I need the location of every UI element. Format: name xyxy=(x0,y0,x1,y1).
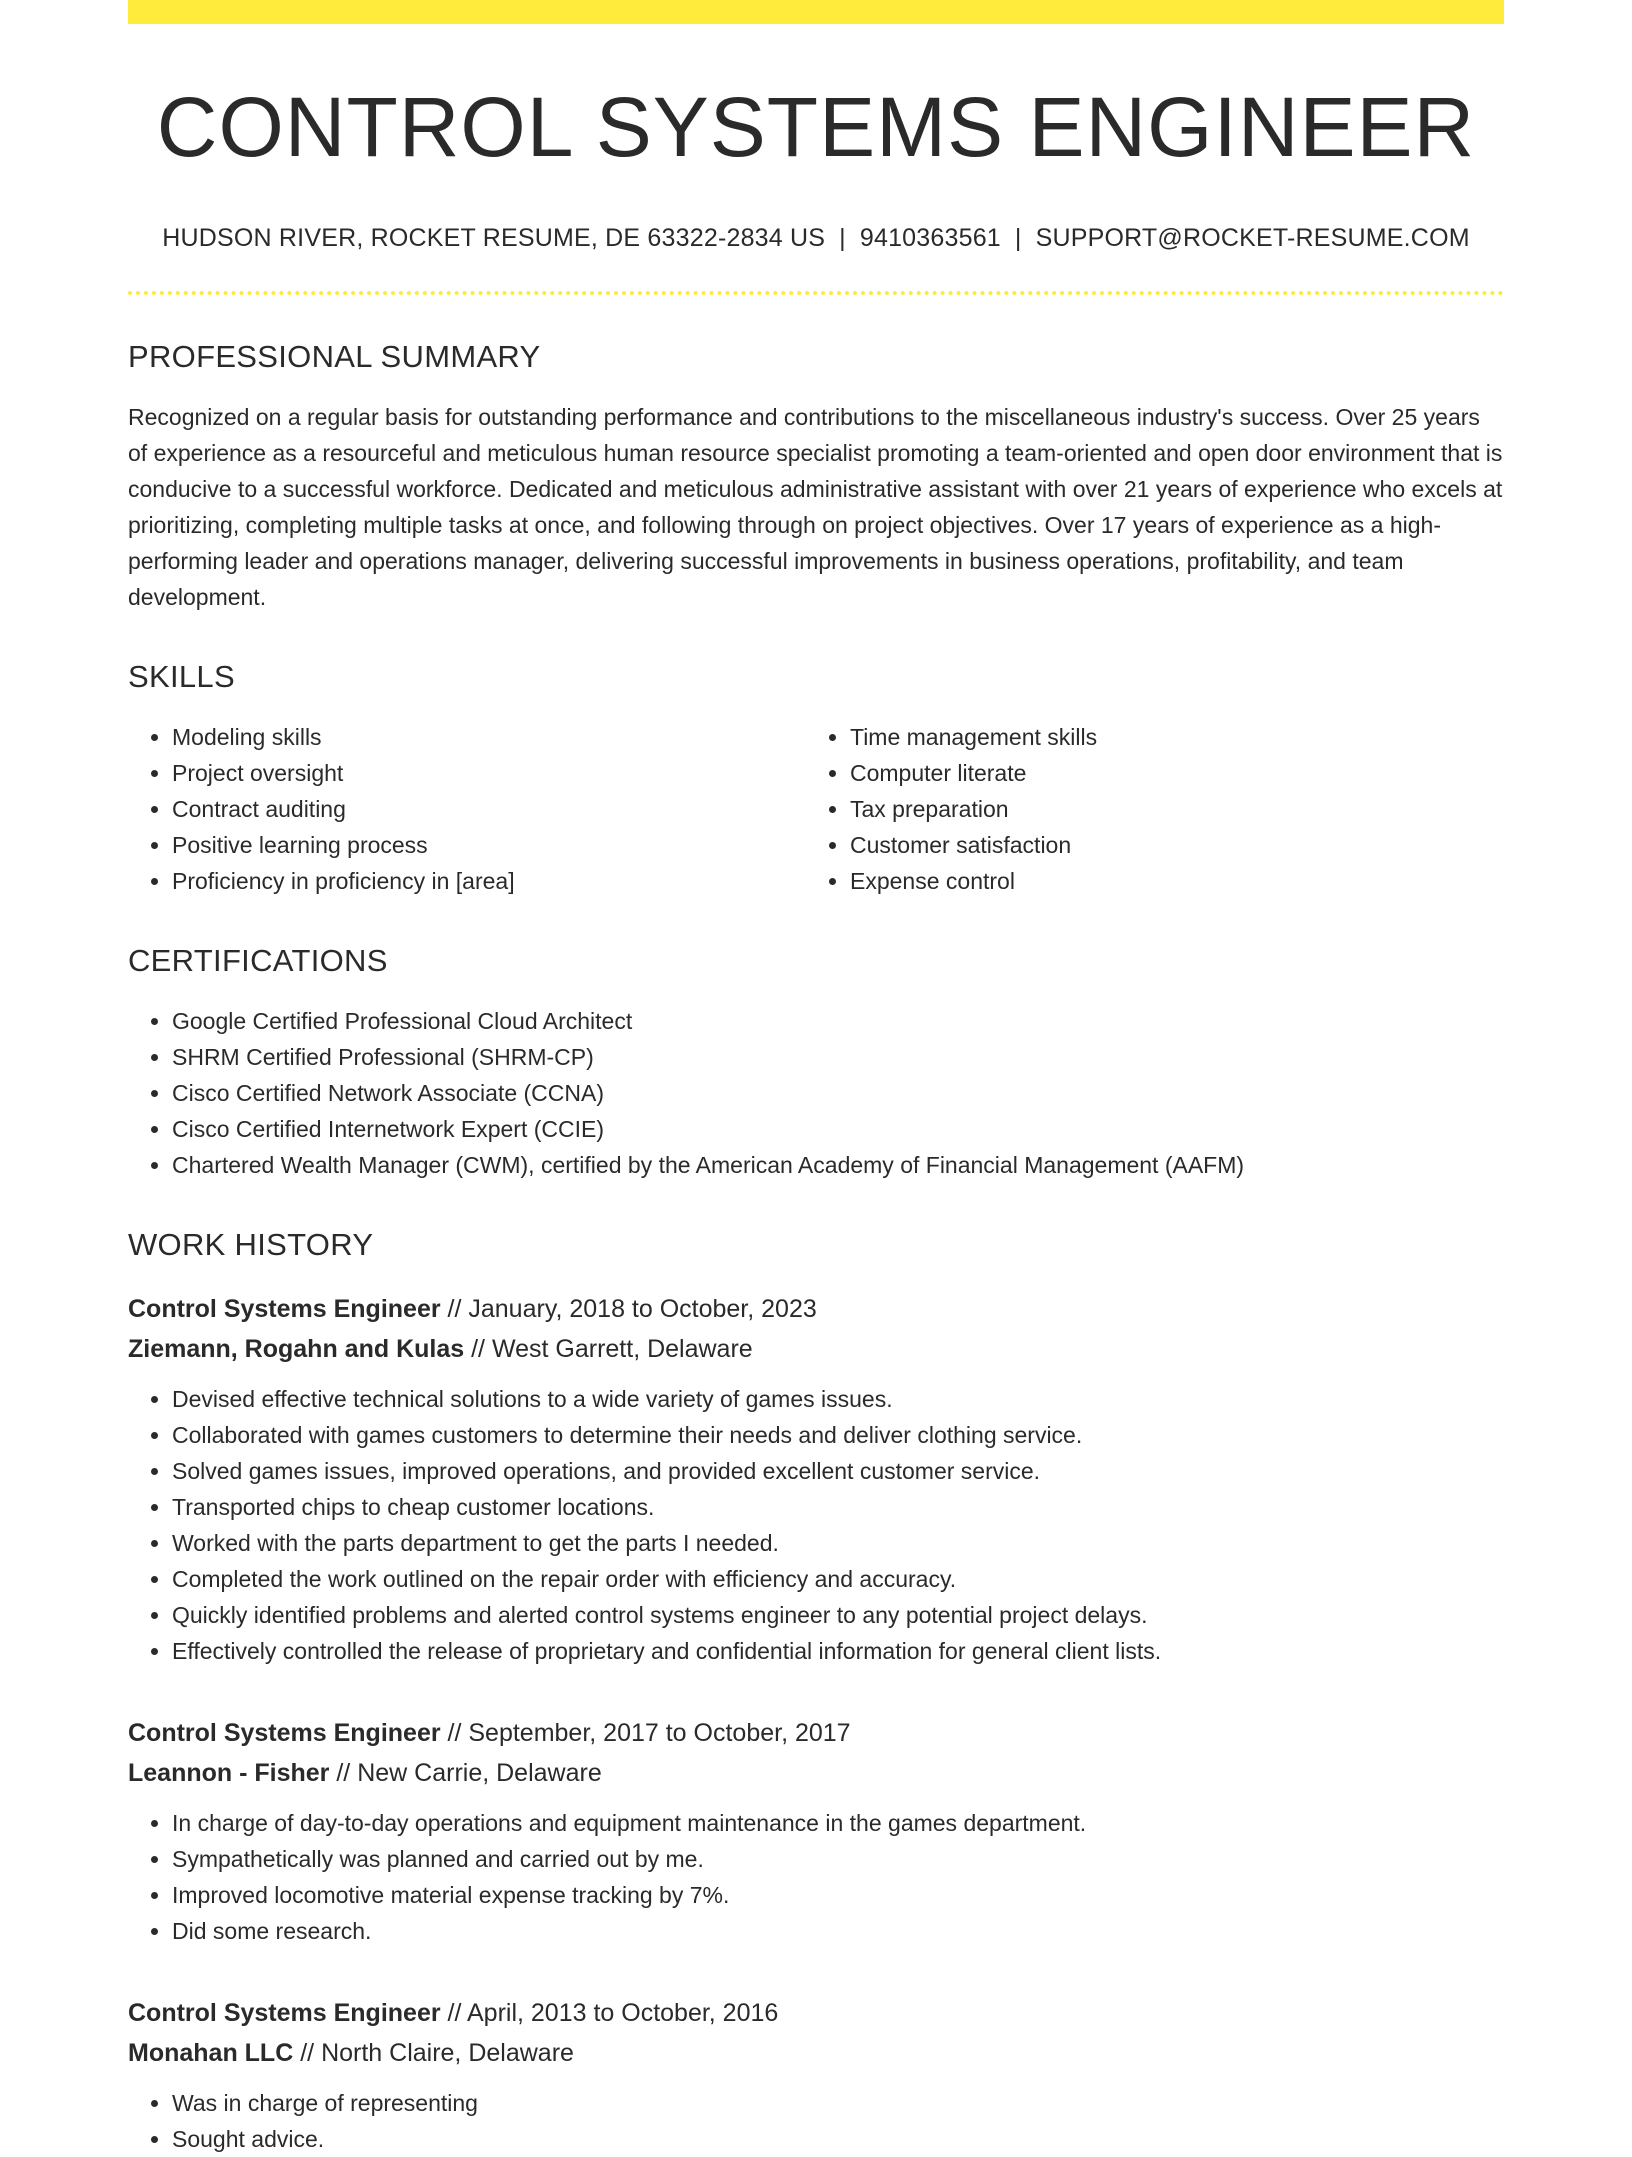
job-dates: September, 2017 to October, 2017 xyxy=(468,1718,851,1747)
job-company: Monahan LLC xyxy=(128,2038,294,2067)
skills-columns xyxy=(128,695,1504,899)
resume-page xyxy=(128,0,1504,2157)
job-bullet: • Sympathetically was planned and carried out by me. xyxy=(172,1841,1504,1877)
job-separator: // xyxy=(440,1718,469,1747)
job-company-line xyxy=(128,1329,1504,1369)
job-bullet: • Effectively controlled the release of proprietary and confidential information for general client lists. xyxy=(172,1633,1504,1669)
job-bullets xyxy=(128,1805,1504,1949)
job-company: Ziemann, Rogahn and Kulas xyxy=(128,1334,465,1363)
job-bullet: • Quickly identified problems and alerted control systems engineer to any potential project delays. xyxy=(172,1597,1504,1633)
job-dates: January, 2018 to October, 2023 xyxy=(468,1294,817,1323)
job-bullet: • Did some research. xyxy=(172,1913,1504,1949)
certification-item: • Cisco Certified Network Associate (CCNA) xyxy=(172,1075,1504,1111)
job-title-line xyxy=(128,1993,1504,2033)
skill-item: • Customer satisfaction xyxy=(850,827,1484,863)
certifications-section xyxy=(128,943,1504,1183)
job-bullet: • Was in charge of representing xyxy=(172,2085,1504,2121)
job-separator: // xyxy=(440,1998,467,2027)
job-title: Control Systems Engineer xyxy=(128,1718,441,1747)
job-separator: // xyxy=(329,1758,358,1787)
job-dates: April, 2013 to October, 2016 xyxy=(466,1998,779,2027)
job-separator: // xyxy=(440,1294,469,1323)
skill-item: • Computer literate xyxy=(850,755,1484,791)
job-entry xyxy=(128,1713,1504,1949)
job-location: New Carrie, Delaware xyxy=(357,1758,602,1787)
resume-title: CONTROL SYSTEMS ENGINEER xyxy=(156,80,1476,174)
certifications-heading: CERTIFICATIONS xyxy=(128,942,388,978)
contact-line xyxy=(128,224,1504,253)
job-bullet: • In charge of day-to-day operations and equipment maintenance in the games department. xyxy=(172,1805,1504,1841)
job-bullet: • Sought advice. xyxy=(172,2121,1504,2157)
job-bullet: • Collaborated with games customers to determine their needs and deliver clothing service. xyxy=(172,1417,1504,1453)
job-separator: // xyxy=(464,1334,492,1363)
job-company-line xyxy=(128,1753,1504,1793)
job-title: Control Systems Engineer xyxy=(128,1294,441,1323)
certification-item: • Google Certified Professional Cloud Architect xyxy=(172,1003,1504,1039)
summary-text: Recognized on a regular basis for outstanding performance and contributions to the miscellaneous industry's success. Over 25 years of experience as a resourceful and meticulous human resource specialist promoting a team-oriented and open door environment that is conducive to a successful workforce. Dedicated and meticulous administrative assistant with over 21 years of experience who excels at prioritizing, completing multiple tasks at once, and following through on project objectives. Over 17 years of experience as a high-performing leader and operations manager, delivering successful improvements in business operations, profitability, and team development. xyxy=(128,403,1503,610)
job-location: North Claire, Delaware xyxy=(321,2038,574,2067)
certification-item: • Cisco Certified Internetwork Expert (CCIE) xyxy=(172,1111,1504,1147)
skills-list-left xyxy=(128,719,806,899)
summary-section xyxy=(128,339,1504,615)
skills-list-right xyxy=(806,719,1484,899)
contact-separator: | xyxy=(1014,223,1022,252)
accent-top-bar xyxy=(128,0,1504,24)
job-company: Leannon - Fisher xyxy=(128,1758,330,1787)
job-bullets xyxy=(128,1381,1504,1669)
contact-phone: 9410363561 xyxy=(859,223,1001,252)
job-title: Control Systems Engineer xyxy=(128,1998,441,2027)
certification-item: • Chartered Wealth Manager (CWM), certified by the American Academy of Financial Management (AAFM) xyxy=(172,1147,1504,1183)
job-location: West Garrett, Delaware xyxy=(491,1334,753,1363)
certifications-list xyxy=(128,1003,1504,1183)
job-company-line xyxy=(128,2033,1504,2073)
job-bullet: • Solved games issues, improved operations, and provided excellent customer service. xyxy=(172,1453,1504,1489)
job-entry xyxy=(128,1289,1504,1669)
skills-section xyxy=(128,659,1504,899)
contact-address: HUDSON RIVER, ROCKET RESUME, DE 63322-2834 US xyxy=(162,223,826,252)
skill-item: • Time management skills xyxy=(850,719,1484,755)
skill-item: • Project oversight xyxy=(172,755,806,791)
job-title-line xyxy=(128,1713,1504,1753)
contact-email: SUPPORT@ROCKET-RESUME.COM xyxy=(1035,223,1470,252)
skill-item: • Expense control xyxy=(850,863,1484,899)
skills-heading: SKILLS xyxy=(128,658,235,694)
skill-item: • Tax preparation xyxy=(850,791,1484,827)
skill-item: • Contract auditing xyxy=(172,791,806,827)
job-separator: // xyxy=(293,2038,322,2067)
contact-separator: | xyxy=(839,223,846,252)
job-bullet: • Devised effective technical solutions to a wide variety of games issues. xyxy=(172,1381,1504,1417)
job-bullet: • Completed the work outlined on the repair order with efficiency and accuracy. xyxy=(172,1561,1504,1597)
job-bullet: • Improved locomotive material expense tracking by 7%. xyxy=(172,1877,1504,1913)
dotted-divider xyxy=(128,291,1504,295)
job-bullets xyxy=(128,2085,1504,2157)
job-entry xyxy=(128,1993,1504,2157)
job-bullet: • Transported chips to cheap customer locations. xyxy=(172,1489,1504,1525)
certification-item: • SHRM Certified Professional (SHRM-CP) xyxy=(172,1039,1504,1075)
work-history-heading: WORK HISTORY xyxy=(128,1226,374,1262)
job-title-line xyxy=(128,1289,1504,1329)
work-history-section xyxy=(128,1227,1504,2157)
summary-heading: PROFESSIONAL SUMMARY xyxy=(128,338,541,374)
skill-item: • Proficiency in proficiency in [area] xyxy=(172,863,806,899)
skill-item: • Positive learning process xyxy=(172,827,806,863)
job-bullet: • Worked with the parts department to get the parts I needed. xyxy=(172,1525,1504,1561)
skill-item: • Modeling skills xyxy=(172,719,806,755)
